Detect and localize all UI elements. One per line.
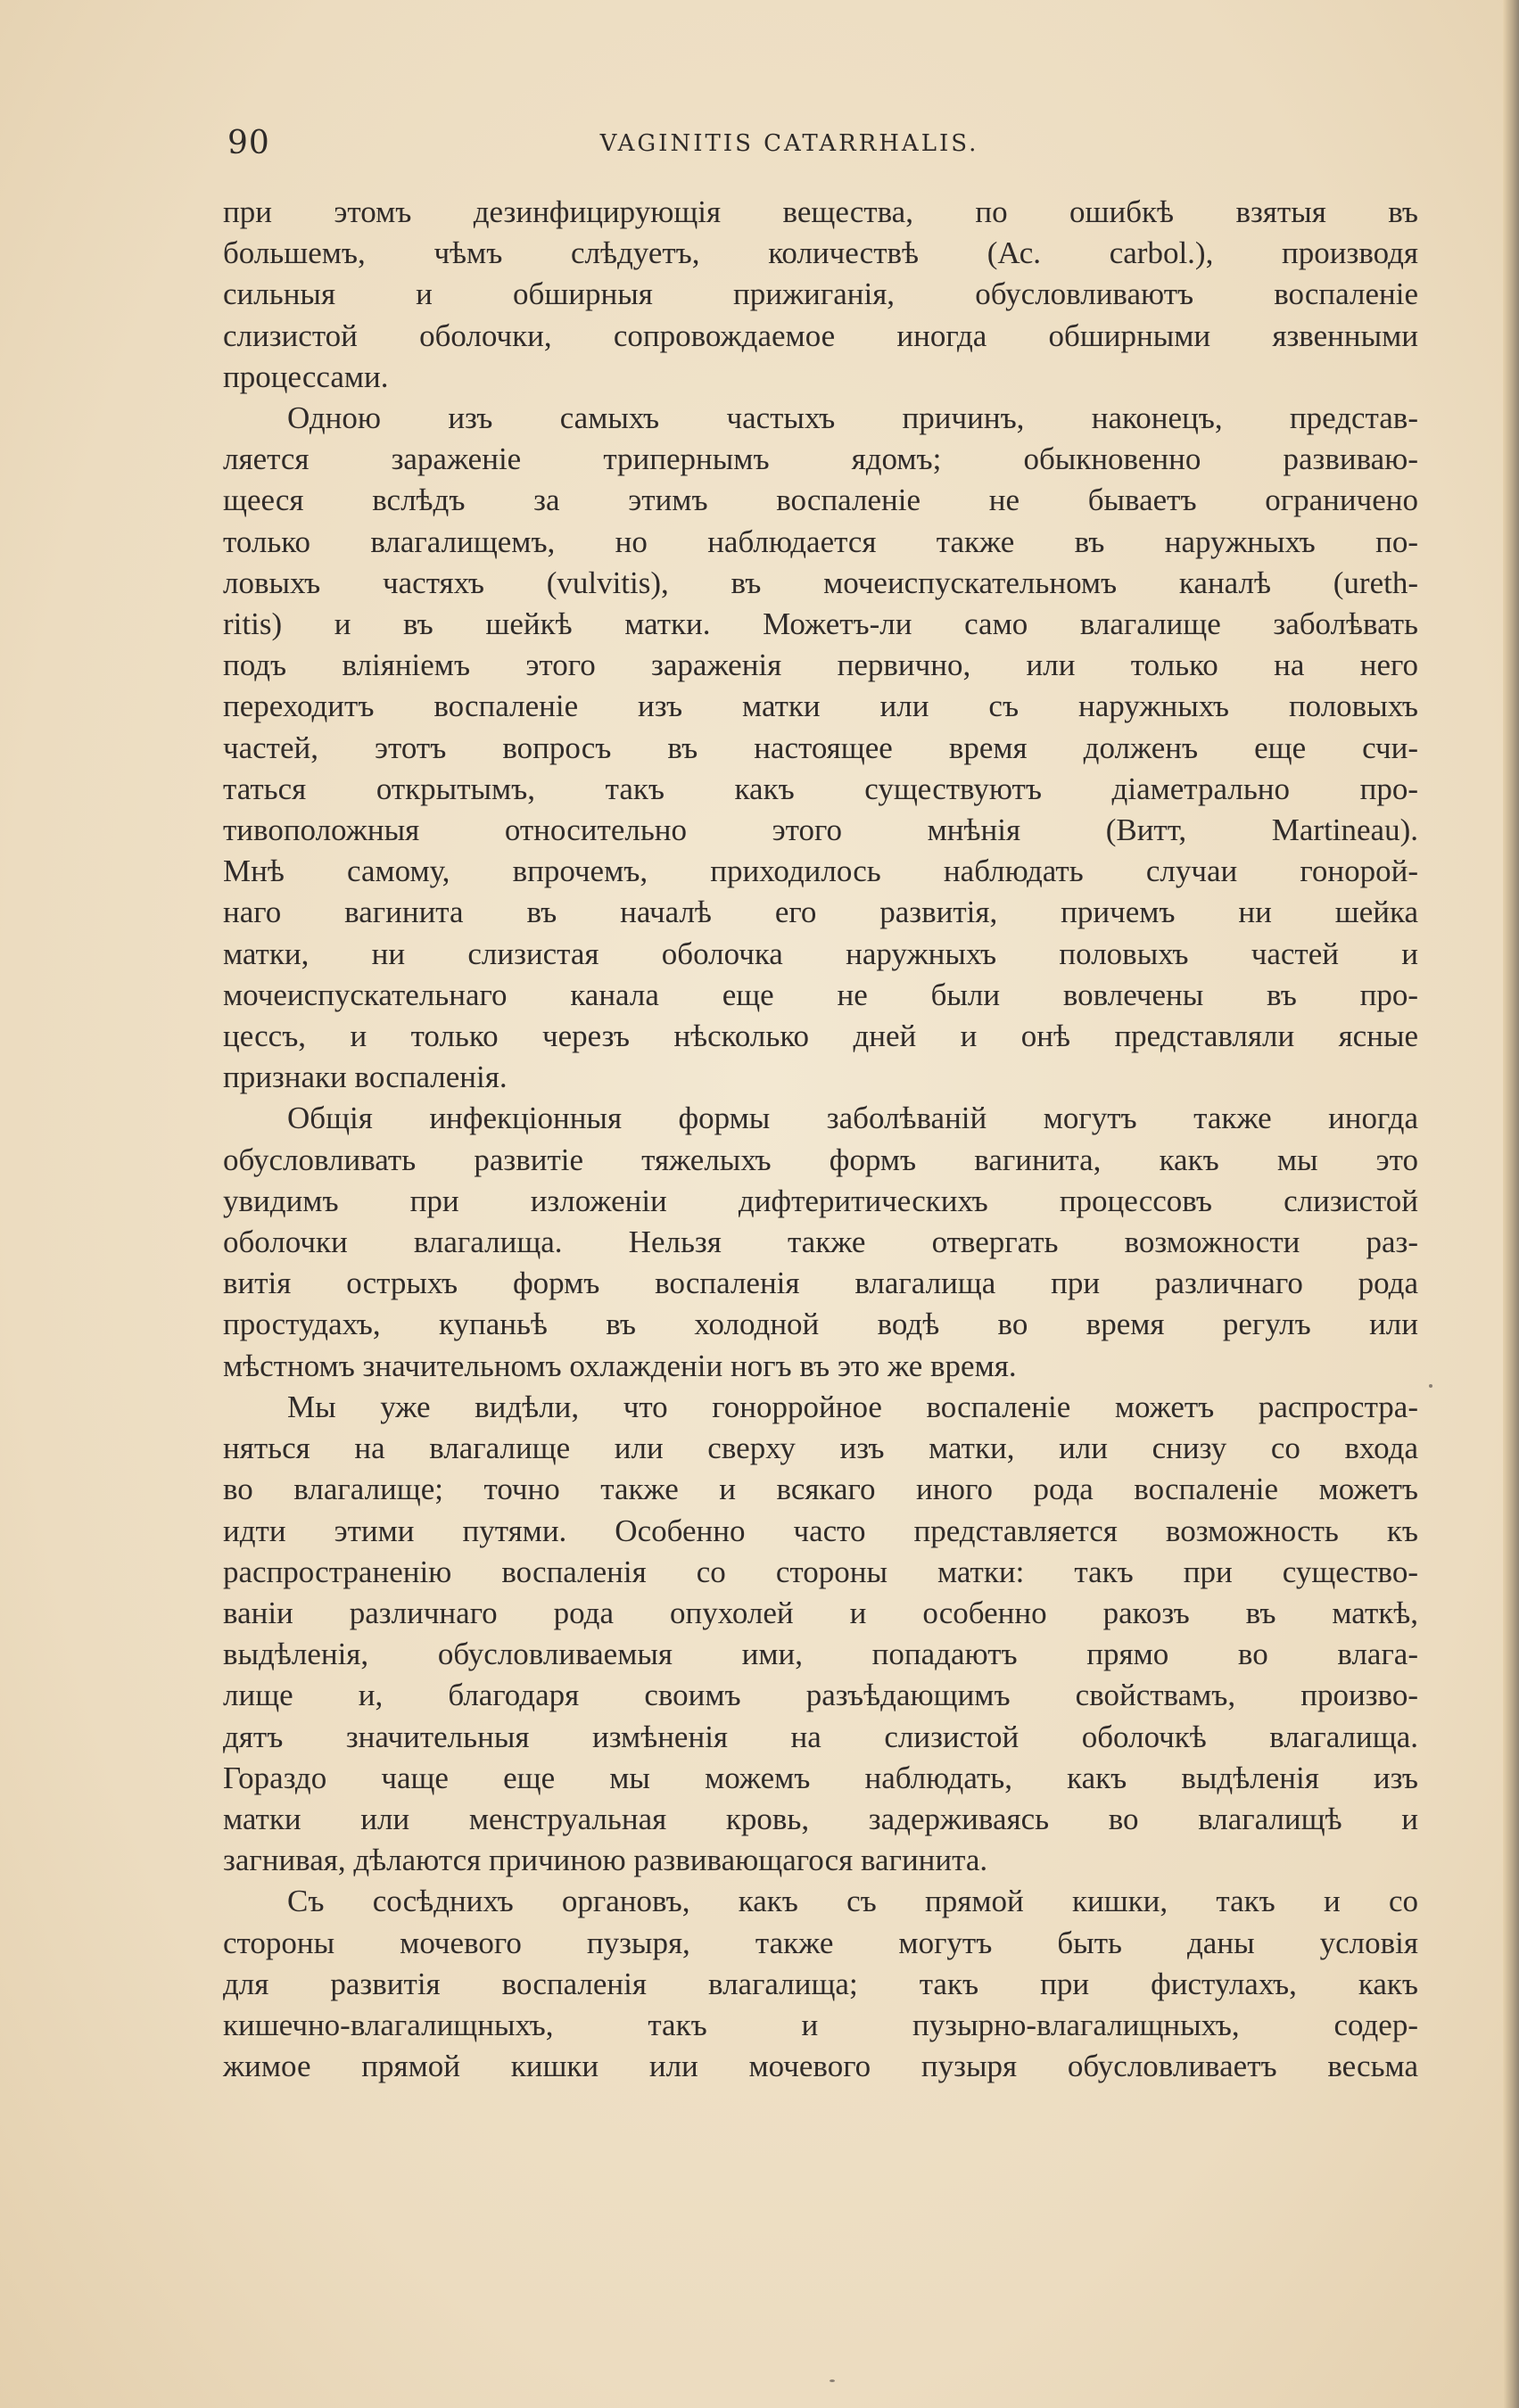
text-line: простудахъ, купаньѣ въ холодной водѣ во время регулъ или: [223, 1307, 1418, 1342]
text-line: переходитъ воспаленіе изъ матки или съ наружныхъ половыхъ: [223, 689, 1418, 724]
text-line: подъ вліяніемъ этого зараженія первично, или только на него: [223, 647, 1418, 683]
text-line: слизистой оболочки, сопровождаемое иногда обширными язвенными: [223, 317, 1418, 353]
text-line: ваніи различнаго рода опухолей и особенно ракозъ въ маткѣ,: [223, 1595, 1418, 1630]
paragraph-4: [223, 1387, 1418, 1881]
text-line: матки или менструальная кровь, задерживаясь во влагалищѣ и: [223, 1801, 1418, 1836]
paragraph-5: [223, 1881, 1418, 2087]
page-edge-shadow: [1503, 0, 1519, 2408]
text-line: только влагалищемъ, но наблюдается также въ наружныхъ по-: [223, 524, 1418, 559]
text-line: жимое прямой кишки или мочевого пузыря обусловливаетъ весьма: [223, 2049, 1418, 2084]
text-line: ловыхъ частяхъ (vulvitis), въ мочеиспускательномъ каналѣ (ureth-: [223, 565, 1418, 600]
paragraph-2: [223, 398, 1418, 1098]
text-line: сильныя и обширныя прижиганія, обусловливаютъ воспаленіе: [223, 276, 1418, 312]
text-line: кишечно-влагалищныхъ, такъ и пузырно-влагалищныхъ, содер-: [223, 2007, 1418, 2042]
text-line: признаки воспаленія.: [223, 1060, 508, 1095]
text-line: во влагалище; точно также и всякаго иного рода воспаленіе можетъ: [223, 1472, 1418, 1507]
text-line: наго вагинита въ началѣ его развитія, причемъ ни шейка: [223, 895, 1418, 930]
paragraph-3: [223, 1098, 1418, 1386]
text-line: большемъ, чѣмъ слѣдуетъ, количествѣ (Ас. carbol.), производя: [223, 235, 1418, 271]
text-line: таться открытымъ, такъ какъ существуютъ діаметрально про-: [223, 771, 1418, 806]
text-line: частей, этотъ вопросъ въ настоящее время долженъ еще счи-: [223, 730, 1418, 765]
text-line: обусловливать развитіе тяжелыхъ формъ вагинита, какъ мы это: [223, 1142, 1418, 1177]
page-header: [227, 125, 1423, 178]
text-line: Одною изъ самыхъ частыхъ причинъ, наконецъ, представ-: [287, 400, 1418, 436]
running-head: VAGINITIS CATARRHALIS.: [599, 130, 979, 157]
text-line: стороны мочевого пузыря, также могутъ быть даны условія: [223, 1925, 1418, 1960]
text-line: для развитія воспаленія влагалища; такъ при фистулахъ, какъ: [223, 1966, 1418, 2001]
text-line: щееся вслѣдъ за этимъ воспаленіе не бываетъ ограничено: [223, 482, 1418, 518]
text-line: цессъ, и только черезъ нѣсколько дней и онѣ представляли ясные: [223, 1018, 1418, 1054]
text-line: оболочки влагалища. Нельзя также отвергать возможности раз-: [223, 1225, 1418, 1260]
text-line: мочеиспускательнаго канала еще не были вовлечены въ про-: [223, 977, 1418, 1012]
text-line: дятъ значительныя измѣненія на слизистой оболочкѣ влагалища.: [223, 1719, 1418, 1754]
text-line: ritis) и въ шейкѣ матки. Можетъ-ли само влагалище заболѣвать: [223, 606, 1418, 642]
text-line: Съ сосѣднихъ органовъ, какъ съ прямой кишки, такъ и со: [287, 1884, 1418, 1919]
text-line: идти этими путями. Особенно часто представляется возможность къ: [223, 1513, 1418, 1548]
text-line: ляется зараженіе трипернымъ ядомъ; обыкновенно развиваю-: [223, 441, 1418, 477]
text-line: при этомъ дезинфицирующія вещества, по ошибкѣ взятыя въ: [223, 194, 1418, 229]
paper-speck: [1429, 1384, 1432, 1388]
text-line: загнивая, дѣлаются причиною развивающагося вагинита.: [223, 1843, 988, 1878]
text-line: Мнѣ самому, впрочемъ, приходилось наблюдать случаи гонорой-: [223, 854, 1418, 889]
text-line: тивоположныя относительно этого мнѣнія (Витт, Martineau).: [223, 812, 1418, 848]
text-line: Гораздо чаще еще мы можемъ наблюдать, какъ выдѣленія изъ: [223, 1760, 1418, 1795]
paper-speck: [830, 2379, 835, 2382]
paragraph-1: [223, 192, 1418, 398]
text-line: матки, ни слизистая оболочка наружныхъ половыхъ частей и: [223, 936, 1418, 971]
page-number: 90: [227, 125, 270, 161]
text-line: увидимъ при изложеніи дифтеритическихъ процессовъ слизистой: [223, 1183, 1418, 1218]
text-line: мѣстномъ значительномъ охлажденіи ногъ въ это же время.: [223, 1348, 1017, 1383]
text-line: няться на влагалище или сверху изъ матки, или снизу со входа: [223, 1431, 1418, 1466]
text-line: распространенію воспаленія со стороны матки: такъ при существо-: [223, 1554, 1418, 1589]
text-line: процессами.: [223, 359, 389, 394]
text-line: Мы уже видѣли, что гонорройное воспаленіе можетъ распростра-: [287, 1389, 1418, 1424]
text-line: лище и, благодаря своимъ разъѣдающимъ свойствамъ, произво-: [223, 1678, 1418, 1713]
body-text: [223, 192, 1418, 2087]
text-line: выдѣленія, обусловливаемыя ими, попадаютъ прямо во влага-: [223, 1637, 1418, 1672]
text-line: Общія инфекціонныя формы заболѣваній могутъ также иногда: [287, 1101, 1418, 1136]
text-line: витія острыхъ формъ воспаленія влагалища при различнаго рода: [223, 1266, 1418, 1301]
